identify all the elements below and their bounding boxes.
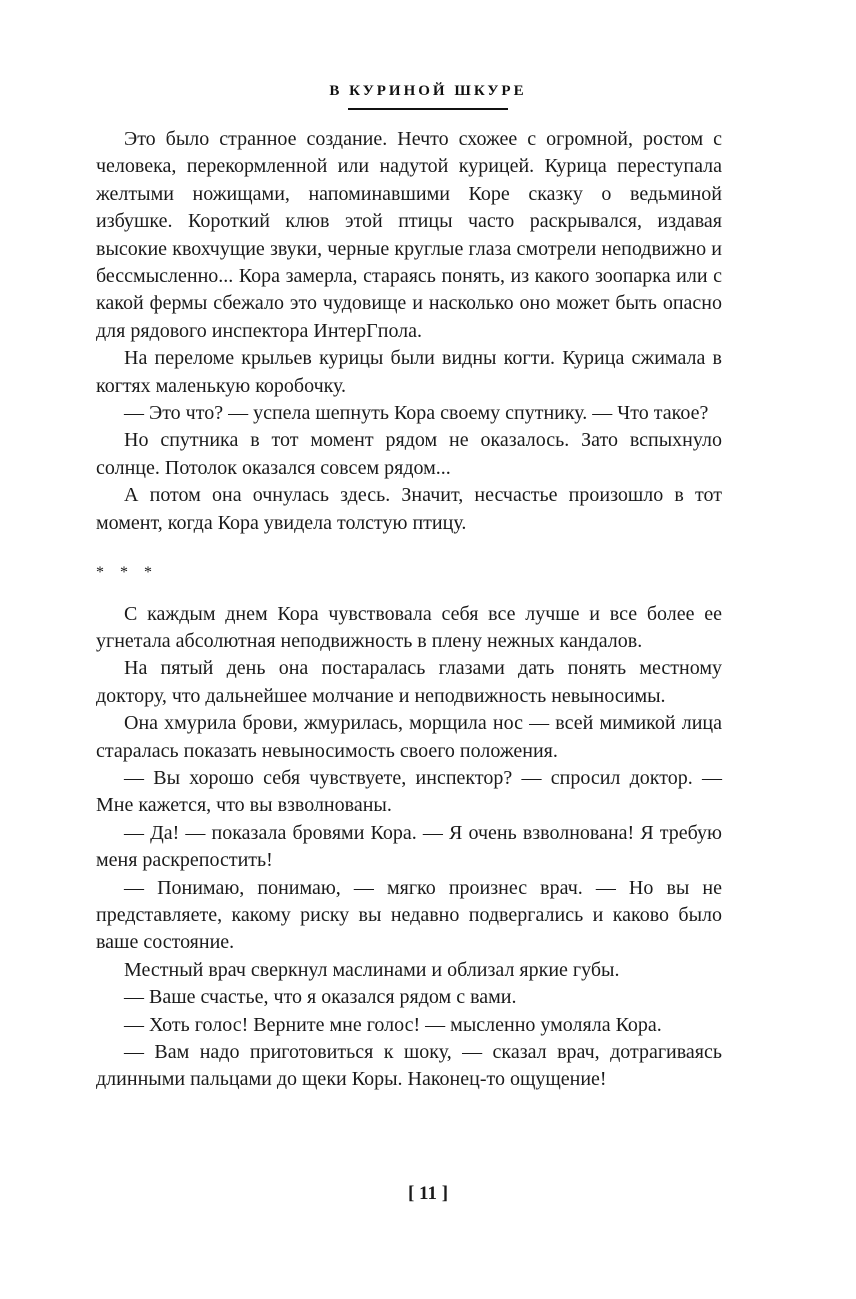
paragraph: — Ваше счастье, что я оказался рядом с вами.	[124, 986, 517, 1009]
body-text	[96, 126, 722, 1094]
section-separator: * * *	[96, 564, 158, 582]
paragraph: — Понимаю, понимаю, — мягко произнес врач. — Но вы не представляете, какому риску вы недавно подвергались и каково было ваше состояние.	[96, 876, 722, 954]
page-number: [ 11 ]	[407, 1183, 449, 1204]
paragraph: На пятый день она постаралась глазами дать понять местному доктору, что дальнейшее молчание и неподвижность невыносимы.	[96, 657, 722, 707]
paragraph: Это было странное создание. Нечто схожее с огромной, ростом с человека, перекормленной или надутой курицей. Курица переступала желтыми ножищами, напоминавшими Коре сказку о ведьминой избушке. Короткий клюв этой птицы часто раскрывался, издавая высокие квохчущие звуки, черные круглые глаза смотрели неподвижно и бессмысленно... Кора замерла, стараясь понять, из какого зоопарка или с какой фермы сбежало это чудовище и насколько оно может быть опасно для рядового инспектора ИнтерГпола.	[96, 128, 722, 342]
paragraph: А потом она очнулась здесь. Значит, несчастье произошло в тот момент, когда Кора увидела толстую птицу.	[96, 484, 722, 534]
paragraph: С каждым днем Кора чувствовала себя все лучше и все более ее угнетала абсолютная неподвижность в плену нежных кандалов.	[96, 602, 722, 652]
header-rule	[348, 108, 508, 110]
paragraph: Местный врач сверкнул маслинами и облизал яркие губы.	[124, 958, 620, 981]
paragraph: — Вы хорошо себя чувствуете, инспектор? — спросил доктор. — Мне кажется, что вы взволнованы.	[96, 766, 722, 817]
paragraph: — Да! — показала бровями Кора. — Я очень взволнована! Я требую меня раскрепостить!	[96, 821, 722, 872]
running-head: В КУРИНОЙ ШКУРЕ	[329, 83, 527, 99]
paragraph: На переломе крыльев курицы были видны когти. Курица сжимала в когтях маленькую коробочку.	[96, 347, 722, 397]
paragraph: Она хмурила брови, жмурилась, морщила нос — всей мимикой лица старалась показать невыносимость своего положения.	[96, 712, 722, 762]
paragraph: Но спутника в тот момент рядом не оказалось. Зато вспыхнуло солнце. Потолок оказался совсем рядом...	[96, 429, 722, 479]
paragraph: — Хоть голос! Верните мне голос! — мысленно умоляла Кора.	[124, 1013, 662, 1036]
paragraph: — Это что? — успела шепнуть Кора своему спутнику. — Что такое?	[124, 402, 709, 425]
paragraph: — Вам надо приготовиться к шоку, — сказал врач, дотрагиваясь длинными пальцами до щеки Коры. Наконец-то ощущение!	[96, 1041, 722, 1091]
